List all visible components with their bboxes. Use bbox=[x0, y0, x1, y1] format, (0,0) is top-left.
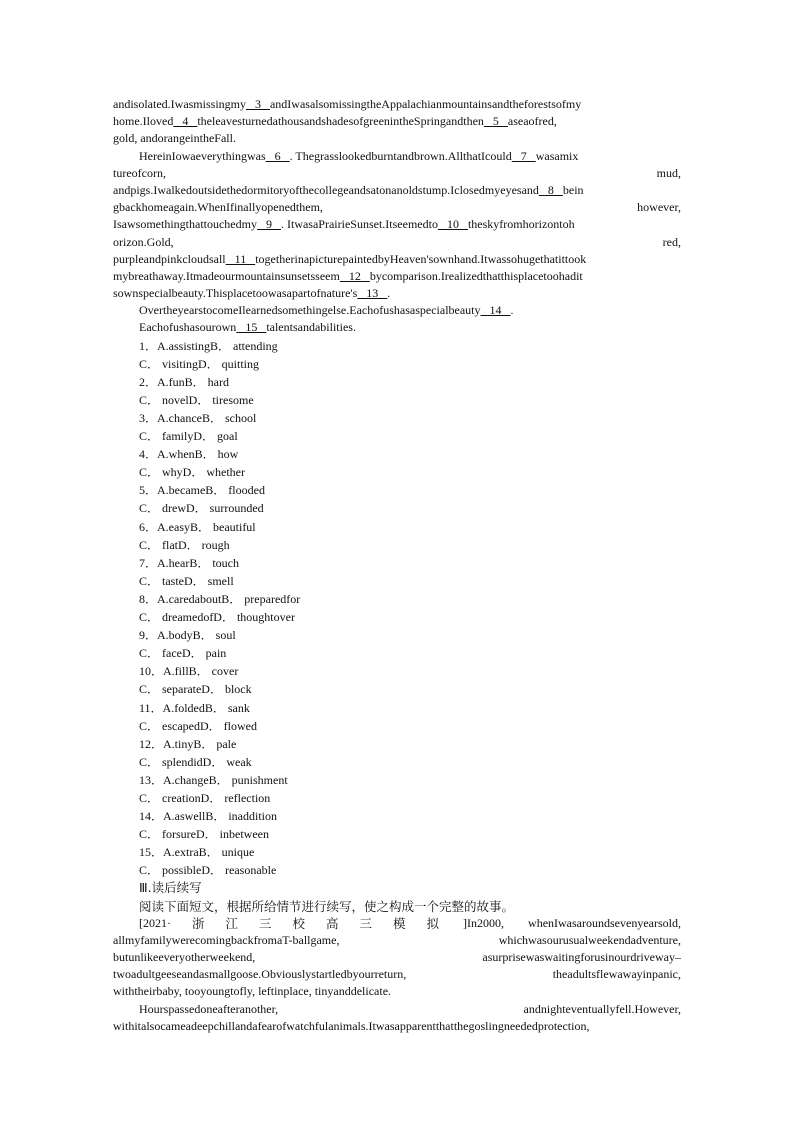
option-line: C． familyD． goal bbox=[139, 429, 238, 444]
option-line: 9．A.bodyB． soul bbox=[139, 628, 236, 643]
passage-line: Eachofushasourown 15 talentsandabilities. bbox=[139, 320, 356, 335]
blank-11[interactable]: 11 bbox=[225, 251, 256, 266]
option-line: 10．A.fillB． cover bbox=[139, 664, 239, 679]
option-line: 15．A.extraB． unique bbox=[139, 845, 255, 860]
blank-6[interactable]: 6 bbox=[265, 148, 290, 163]
passage-line: tureofcorn, mud, bbox=[113, 165, 681, 180]
passage-line: butunlikeeveryotherweekend, asurprisewaswaitingforusinourdriveway– bbox=[113, 950, 681, 965]
passage-line: Isawsomethingthattouchedmy 9 . ItwasaPrairieSunset.Itseemedto 10 theskyfromhorizontoh bbox=[113, 217, 575, 232]
option-line: C． separateD． block bbox=[139, 682, 252, 697]
option-line: C． faceD． pain bbox=[139, 646, 227, 661]
option-line: C． whyD． whether bbox=[139, 465, 245, 480]
passage-line: orizon.Gold, red, bbox=[113, 234, 681, 249]
passage-line: andpigs.Iwalkedoutsidethedormitoryofthecollegeandsatonanoldstump.Iclosedmyeyesand 8 bein bbox=[113, 182, 584, 197]
option-line: C． splendidD． weak bbox=[139, 754, 252, 769]
option-line: C． possibleD． reasonable bbox=[139, 863, 277, 878]
passage-line: andisolated.Iwasmissingmy 3 andIwasalsomissingtheAppalachianmountainsandtheforestsofmy bbox=[113, 97, 582, 111]
options-list bbox=[113, 337, 681, 880]
blank-3[interactable]: 3 bbox=[245, 97, 270, 111]
option-line: C． visitingD． quitting bbox=[139, 356, 260, 371]
option-line: 14．A.aswellB． inaddition bbox=[139, 809, 277, 824]
passage-line: purpleandpinkcloudsall 11 togetherinapicturepaintedbyHeaven'sownhand.Itwassohugethatittook bbox=[113, 251, 587, 266]
section-instruction: 阅读下面短文，根据所给情节进行续写，使之构成一个完整的故事。 bbox=[139, 898, 515, 914]
passage-line: HereinIowaeverythingwas 6 . Thegrasslookedburntandbrown.AllthatIcould 7 wasamix bbox=[139, 148, 579, 163]
option-line: C． forsureD． inbetween bbox=[139, 827, 269, 842]
blank-14[interactable]: 14 bbox=[480, 303, 511, 318]
blank-12[interactable]: 12 bbox=[339, 268, 370, 283]
document-page bbox=[113, 96, 681, 1035]
option-line: C． tasteD． smell bbox=[139, 573, 234, 588]
option-line: 5．A.becameB． flooded bbox=[139, 483, 265, 498]
blank-5[interactable]: 5 bbox=[483, 114, 508, 129]
passage-line: OvertheyearstocomeIlearnedsomethingelse.Eachofushasaspecialbeauty 14 . bbox=[139, 303, 514, 318]
passage-line: [2021· 浙 江 三 校 高 三 模 拟 ]In2000, whenIwasaroundsevenyearsold, bbox=[139, 915, 681, 931]
passage-line: allmyfamilywerecomingbackfromaT-ballgame, whichwasourusualweekendadventure, bbox=[113, 932, 681, 947]
option-line: C． novelD． tiresome bbox=[139, 392, 254, 407]
blank-10[interactable]: 10 bbox=[437, 217, 468, 232]
option-line: 1．A.assistingB． attending bbox=[139, 338, 278, 353]
passage-line: withitalsocameadeepchillandafearofwatchfulanimals.Itwasapparentthatthegoslingneededprotection, bbox=[113, 1018, 590, 1033]
option-line: C． creationD． reflection bbox=[139, 790, 271, 805]
blank-7[interactable]: 7 bbox=[511, 148, 536, 163]
option-line: 4．A.whenB． how bbox=[139, 447, 239, 462]
option-line: 11．A.foldedB． sank bbox=[139, 700, 250, 715]
passage-line: Hourspassedoneafteranother, andnighteventuallyfell.However, bbox=[139, 1001, 681, 1016]
passage-line: mybreathaway.Itmadeourmountainsunsetsseem 12 bycomparison.Irealizedthatthisplacetoohadit bbox=[113, 268, 583, 283]
option-line: C． drewD． surrounded bbox=[139, 501, 264, 516]
option-line: 6．A.easyB． beautiful bbox=[139, 519, 256, 534]
option-line: 13．A.changeB． punishment bbox=[139, 772, 288, 787]
option-line: C． escapedD． flowed bbox=[139, 718, 257, 733]
passage-line: home.Iloved 4 theleavesturnedathousandshadesofgreenintheSpringandthen 5 aseaofred, bbox=[113, 114, 557, 129]
source-tag: [2021· 浙 江 三 校 高 三 模 拟 bbox=[139, 915, 439, 931]
section-heading: Ⅲ.读后续写 bbox=[139, 880, 202, 896]
option-line: C． flatD． rough bbox=[139, 537, 230, 552]
passage-line: gold, andorangeintheFall. bbox=[113, 131, 236, 146]
option-line: 7．A.hearB． touch bbox=[139, 555, 239, 570]
blank-4[interactable]: 4 bbox=[173, 114, 198, 129]
blank-9[interactable]: 9 bbox=[256, 217, 281, 232]
blank-8[interactable]: 8 bbox=[538, 182, 563, 197]
blank-13[interactable]: 13 bbox=[357, 286, 388, 301]
option-line: 3．A.chanceB． school bbox=[139, 411, 257, 425]
passage-line: sownspecialbeauty.Thisplacetoowasapartofnature's 13 . bbox=[113, 286, 391, 301]
passage-line: gbackhomeagain.WhenIfinallyopenedthem, however, bbox=[113, 200, 681, 215]
passage-line: withtheirbaby, tooyoungtofly, leftinplace, tinyanddelicate. bbox=[113, 984, 392, 999]
option-line: C． dreamedofD． thoughtover bbox=[139, 610, 295, 625]
blank-15[interactable]: 15 bbox=[236, 320, 267, 335]
passage-line: twoadultgeeseandasmallgoose.Obviouslystartledbyourreturn, theadultsflewawayinpanic, bbox=[113, 967, 681, 982]
option-line: 12．A.tinyB． pale bbox=[139, 736, 237, 751]
option-line: 8．A.caredaboutB． preparedfor bbox=[139, 591, 301, 606]
option-line: 2．A.funB． hard bbox=[139, 374, 229, 389]
